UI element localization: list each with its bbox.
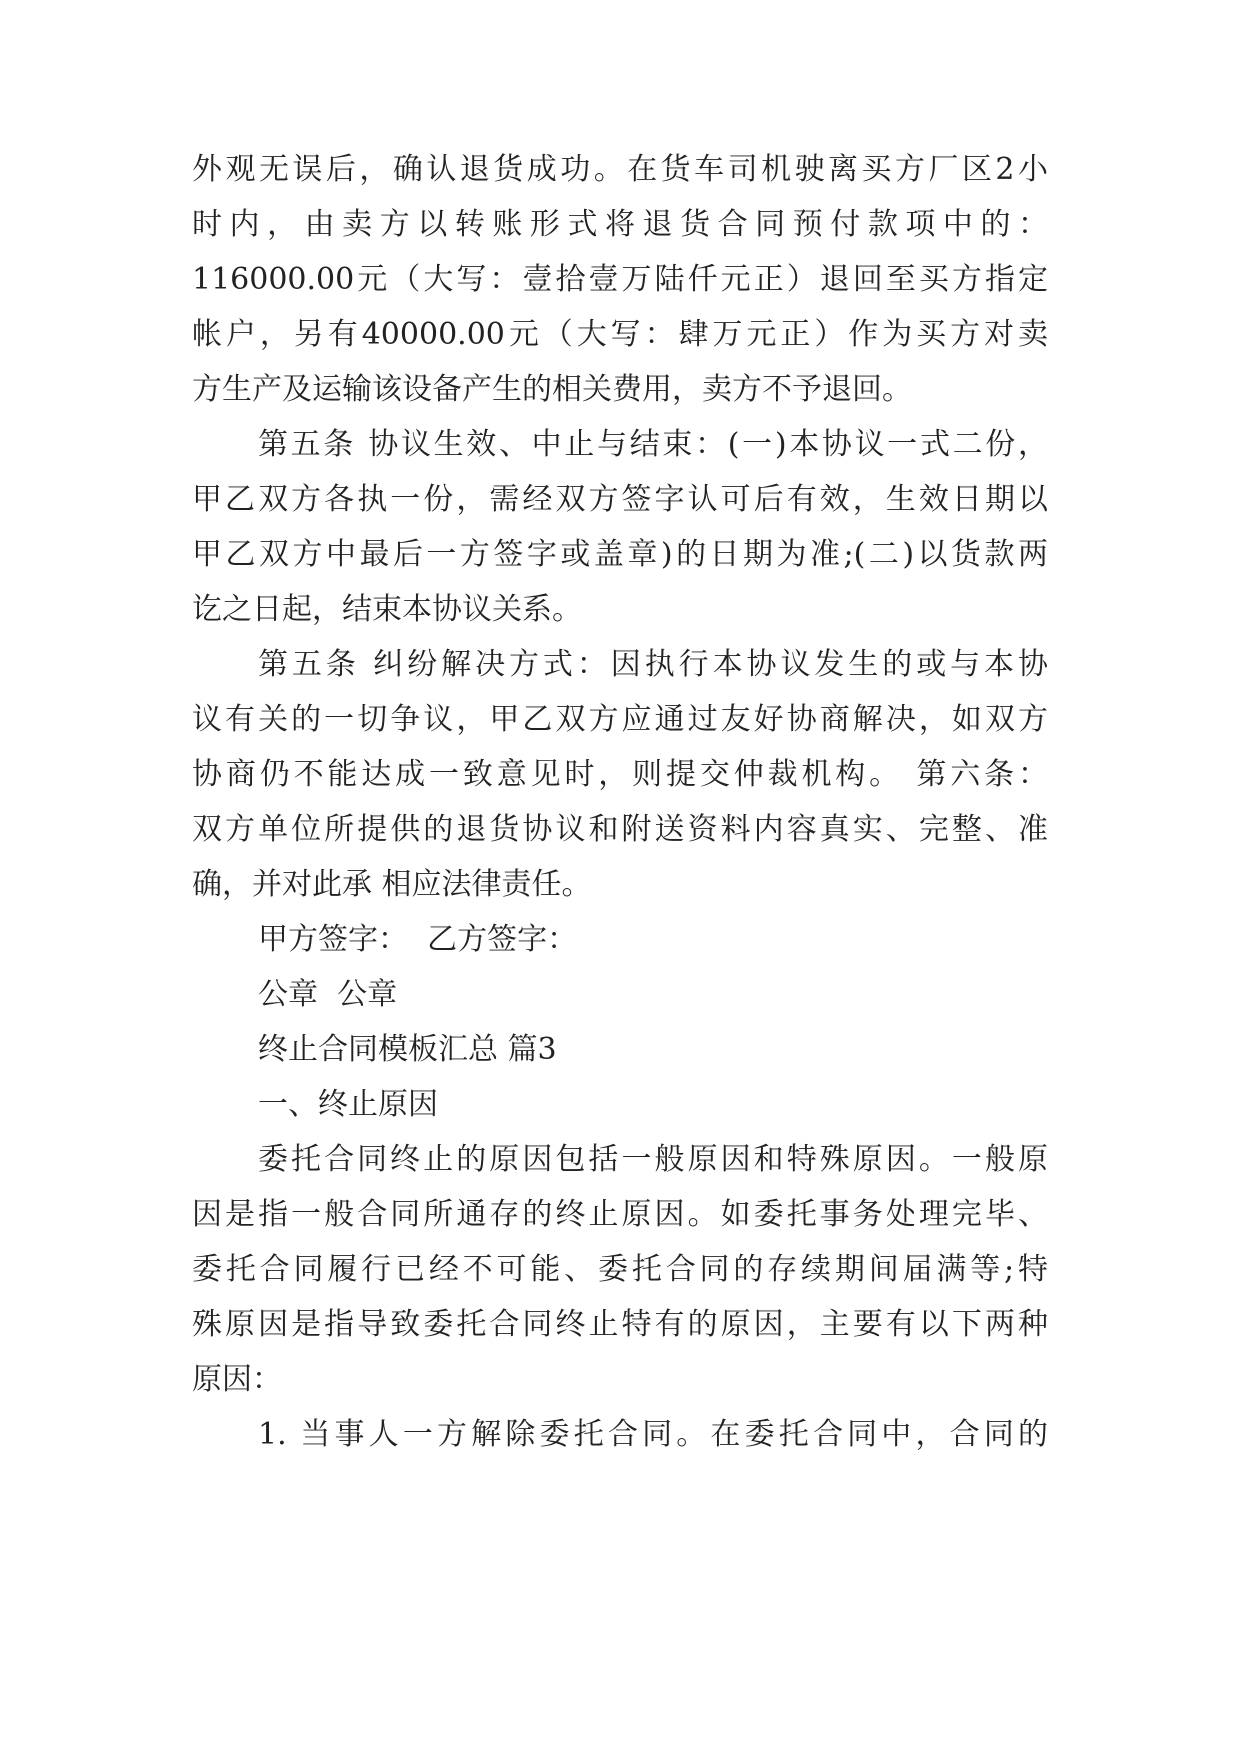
list-item: 1. 当事人一方解除委托合同。在委托合同中，合同的: [258, 1417, 1048, 1452]
signature-line: 甲方签字： 乙方签字：: [258, 922, 578, 957]
text-line: 委托合同终止的原因包括一般原因和特殊原因。一般原: [258, 1142, 1048, 1177]
text-line: 殊原因是指导致委托合同终止特有的原因，主要有以下两种: [192, 1307, 1048, 1342]
section-heading: 终止合同模板汇总 篇3: [258, 1032, 557, 1067]
text-line: 甲乙双方各执一份，需经双方签字认可后有效，生效日期以: [192, 482, 1048, 517]
text-line: 委托合同履行已经不可能、委托合同的存续期间届满等;特: [192, 1252, 1048, 1287]
seal-line: 公章 公章: [258, 977, 398, 1012]
text-line: 时内，由卖方以转账形式将退货合同预付款项中的：: [192, 207, 1048, 242]
text-line: 外观无误后，确认退货成功。在货车司机驶离买方厂区2小: [192, 152, 1048, 187]
text-line: 原因：: [192, 1362, 282, 1397]
text-line: 116000.00元（大写：壹拾壹万陆仟元正）退回至买方指定: [192, 262, 1048, 297]
text-line: 确，并对此承 相应法律责任。: [192, 867, 592, 902]
text-line: 因是指一般合同所通存的终止原因。如委托事务处理完毕、: [192, 1197, 1048, 1232]
text-line: 双方单位所提供的退货协议和附送资料内容真实、完整、准: [192, 812, 1048, 847]
text-line: 方生产及运输该设备产生的相关费用，卖方不予退回。: [192, 372, 912, 407]
text-line: 甲乙双方中最后一方签字或盖章)的日期为准;(二)以货款两: [192, 537, 1048, 572]
text-line: 议有关的一切争议，甲乙双方应通过友好协商解决，如双方: [192, 702, 1048, 737]
subsection-heading: 一、终止原因: [258, 1087, 438, 1122]
text-line: 帐户，另有40000.00元（大写：肆万元正）作为买方对卖: [192, 317, 1048, 352]
text-line: 协商仍不能达成一致意见时，则提交仲裁机构。 第六条：: [192, 757, 1048, 792]
text-line: 第五条 纠纷解决方式：因执行本协议发生的或与本协: [258, 647, 1048, 682]
text-line: 第五条 协议生效、中止与结束：(一)本协议一式二份，: [258, 427, 1048, 462]
text-line: 讫之日起，结束本协议关系。: [192, 592, 582, 627]
